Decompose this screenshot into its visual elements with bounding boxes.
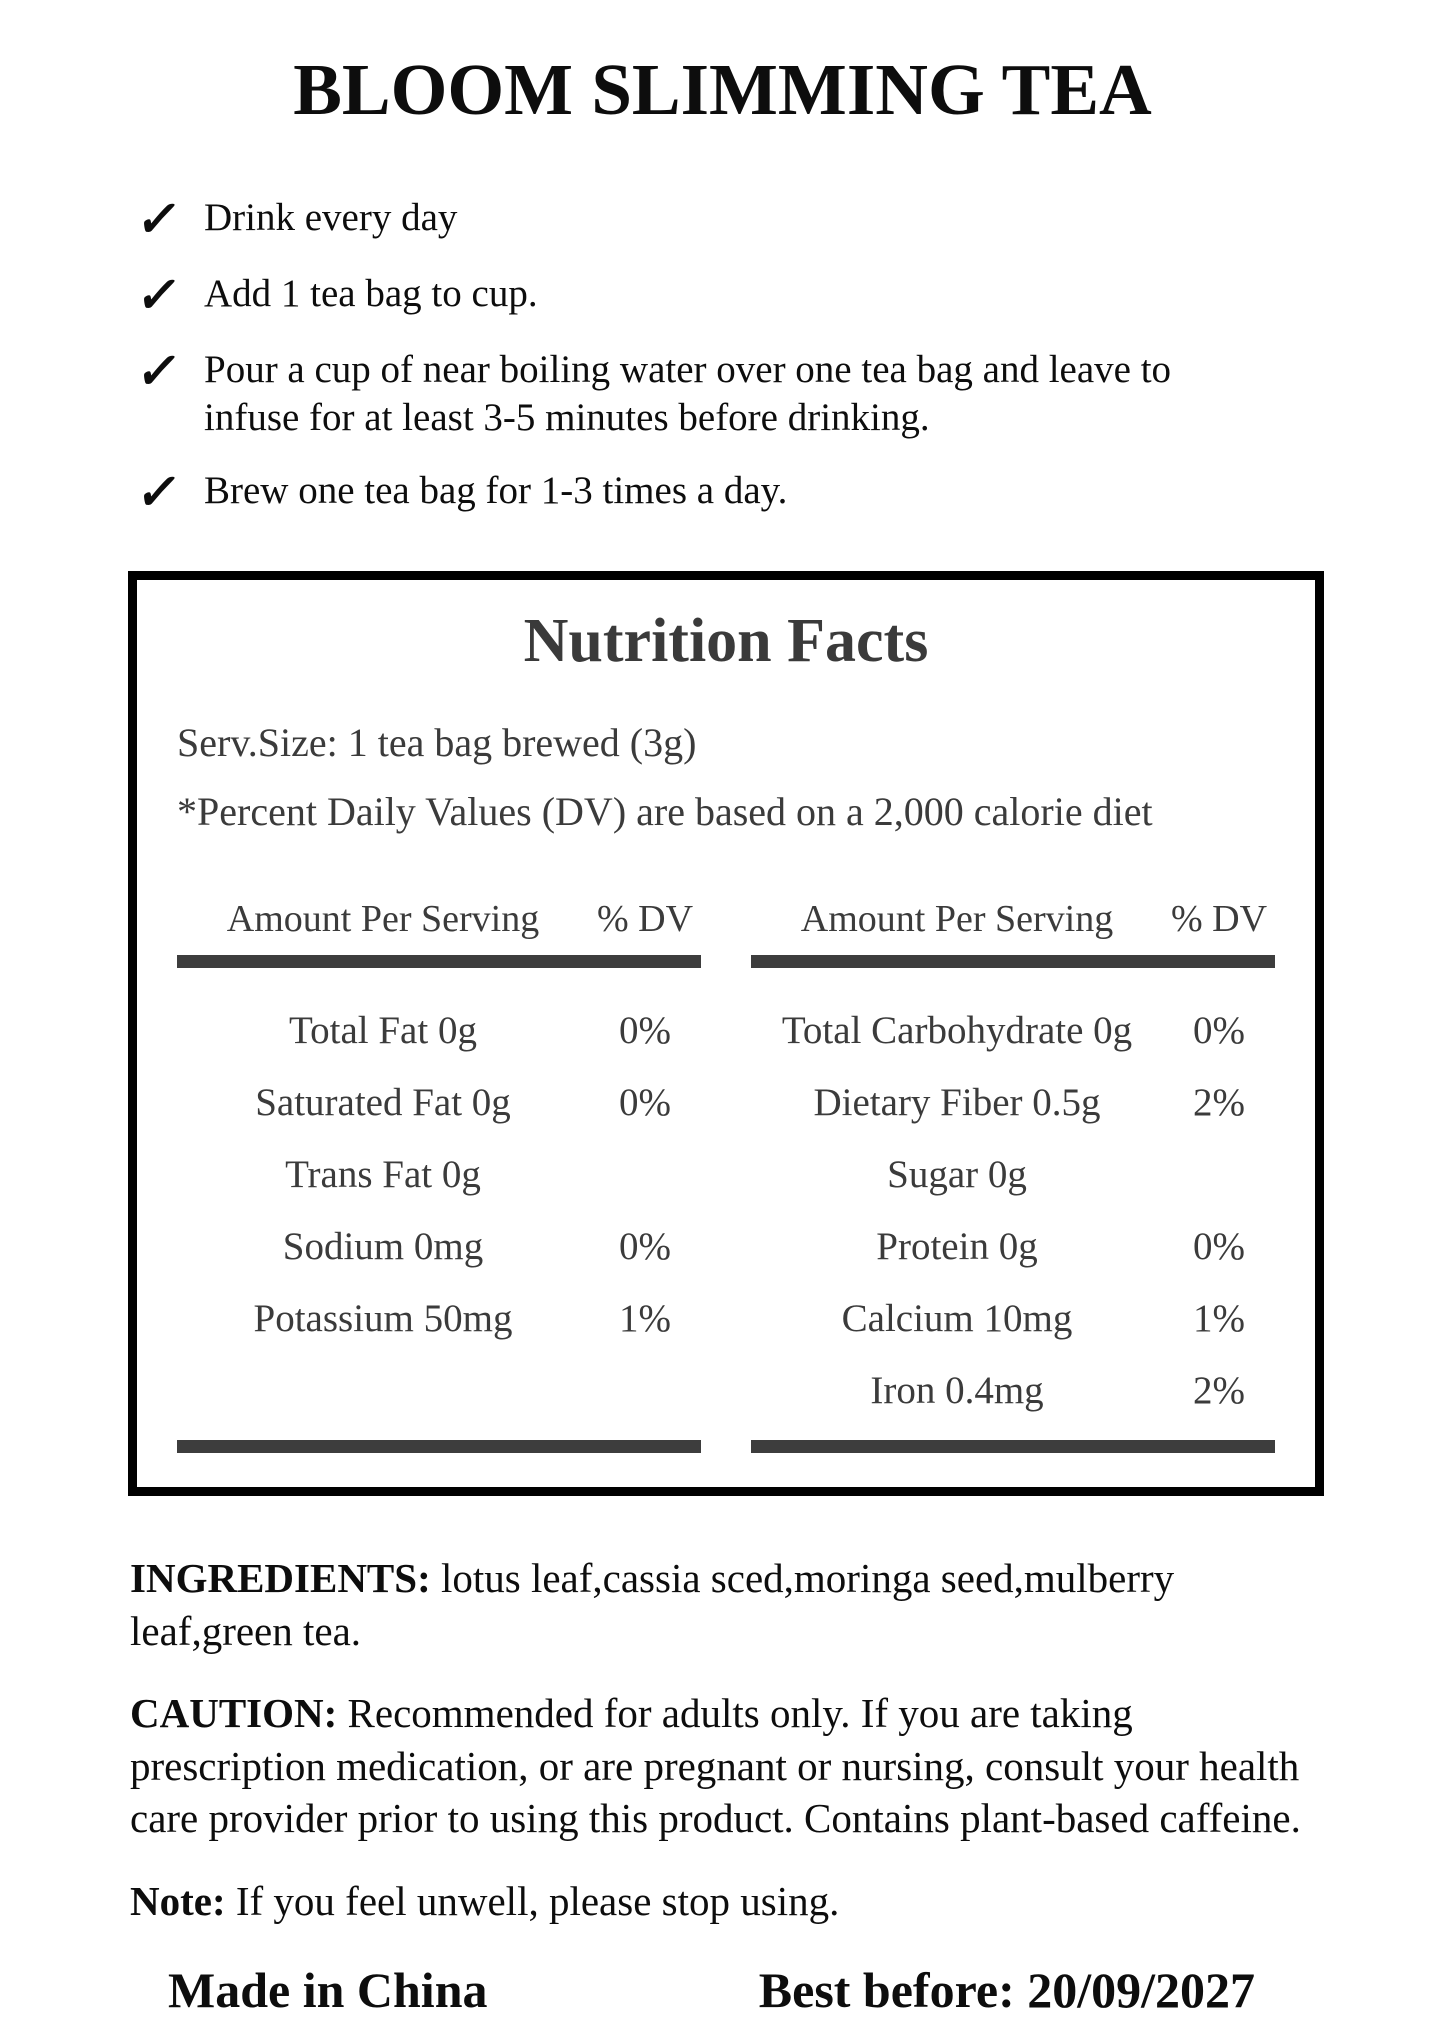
nutrient-label: Trans Fat 0g xyxy=(285,1153,481,1197)
best-before-text: Best before: 20/09/2027 xyxy=(758,1961,1255,2018)
nutrient-rows xyxy=(177,1008,701,1368)
checkmark-icon: ✓ xyxy=(133,464,185,521)
instruction-item xyxy=(133,343,1243,441)
column-header xyxy=(751,897,1275,941)
dv-header: % DV xyxy=(1170,898,1268,941)
nutrient-label: Saturated Fat 0g xyxy=(255,1081,511,1125)
note-paragraph xyxy=(130,1875,1315,1927)
nutrient-dv: 0% xyxy=(619,1009,671,1053)
caution-label: CAUTION: xyxy=(130,1690,348,1737)
nutrient-label: Total Fat 0g xyxy=(289,1009,477,1053)
note-label: Note: xyxy=(130,1877,236,1924)
nutrient-dv: 0% xyxy=(1193,1225,1245,1269)
caution-paragraph xyxy=(130,1687,1315,1844)
made-in-text: Made in China xyxy=(168,1961,488,2018)
product-title: BLOOM SLIMMING TEA xyxy=(293,49,1152,130)
instruction-text: Brew one tea bag for 1-3 times a day. xyxy=(204,469,788,513)
nutrient-dv: 0% xyxy=(1193,1009,1245,1053)
instruction-text: Pour a cup of near boiling water over one tea bag and leave to infuse for at least 3-5 minutes before drinking. xyxy=(204,348,1172,439)
instructions-list xyxy=(133,191,1243,521)
table-row xyxy=(177,1224,701,1269)
header-rule xyxy=(177,955,701,968)
nutrient-dv: 0% xyxy=(619,1225,671,1269)
daily-value-note: *Percent Daily Values (DV) are based on a 2,000 calorie diet xyxy=(177,789,1153,835)
table-row xyxy=(751,1080,1275,1125)
nutrient-label: Total Carbohydrate 0g xyxy=(781,1009,1133,1053)
checkmark-icon: ✓ xyxy=(133,343,185,399)
nutrient-label: Sugar 0g xyxy=(887,1153,1027,1197)
table-row xyxy=(751,1152,1275,1197)
table-row xyxy=(751,1368,1275,1413)
checkmark-icon: ✓ xyxy=(133,191,185,247)
ingredients-text: lotus leaf,cassia sced,moringa seed,mulberry leaf,green tea. xyxy=(130,1555,1175,1654)
nutrient-label: Iron 0.4mg xyxy=(870,1369,1044,1413)
amount-header: Amount Per Serving xyxy=(800,898,1114,941)
table-row xyxy=(177,1296,701,1341)
table-row xyxy=(177,1008,701,1053)
nutrient-label: Sodium 0mg xyxy=(282,1225,484,1269)
footer-line xyxy=(0,1961,1445,2019)
serving-size-text: Serv.Size: 1 tea bag brewed (3g) xyxy=(177,720,697,766)
nutrient-dv: 0% xyxy=(619,1081,671,1125)
nutrient-label: Potassium 50mg xyxy=(253,1297,513,1341)
nutrient-label: Protein 0g xyxy=(876,1225,1038,1269)
nutrient-dv: 1% xyxy=(1193,1297,1245,1341)
nutrient-dv: 1% xyxy=(619,1297,671,1341)
instruction-text: Drink every day xyxy=(204,196,458,239)
caution-text: Recommended for adults only. If you are taking prescription medication, or are pregnant or nursing, consult your health care provider prior to using this product. Contains plant-based caffeine. xyxy=(130,1690,1301,1842)
note-text: If you feel unwell, please stop using. xyxy=(235,1877,840,1924)
nutrition-table xyxy=(177,897,1275,1453)
nutrition-column-left xyxy=(177,897,701,1453)
table-row xyxy=(751,1224,1275,1269)
instruction-item xyxy=(133,267,1243,323)
checkmark-icon: ✓ xyxy=(133,267,185,323)
amount-header: Amount Per Serving xyxy=(226,898,540,941)
ingredients-paragraph xyxy=(130,1552,1315,1657)
nutrient-rows xyxy=(751,1008,1275,1440)
column-header xyxy=(177,897,701,941)
nutrient-label: Dietary Fiber 0.5g xyxy=(813,1081,1101,1125)
nutrient-dv: 2% xyxy=(1193,1369,1245,1413)
instruction-text: Add 1 tea bag to cup. xyxy=(204,272,538,315)
instruction-item xyxy=(133,464,1243,521)
dv-header: % DV xyxy=(596,898,694,941)
footer-rule xyxy=(751,1440,1275,1453)
footer-rule xyxy=(177,1440,701,1453)
instruction-item xyxy=(133,191,1243,247)
nutrition-column-right xyxy=(751,897,1275,1453)
nutrient-dv: 2% xyxy=(1193,1081,1245,1125)
table-row xyxy=(177,1152,701,1197)
header-rule xyxy=(751,955,1275,968)
ingredients-label: INGREDIENTS: xyxy=(130,1555,441,1602)
nutrition-facts-title: Nutrition Facts xyxy=(523,607,929,676)
table-row xyxy=(177,1080,701,1125)
table-row xyxy=(751,1008,1275,1053)
nutrient-label: Calcium 10mg xyxy=(841,1297,1073,1341)
table-row xyxy=(751,1296,1275,1341)
nutrition-facts-panel xyxy=(128,571,1324,1496)
